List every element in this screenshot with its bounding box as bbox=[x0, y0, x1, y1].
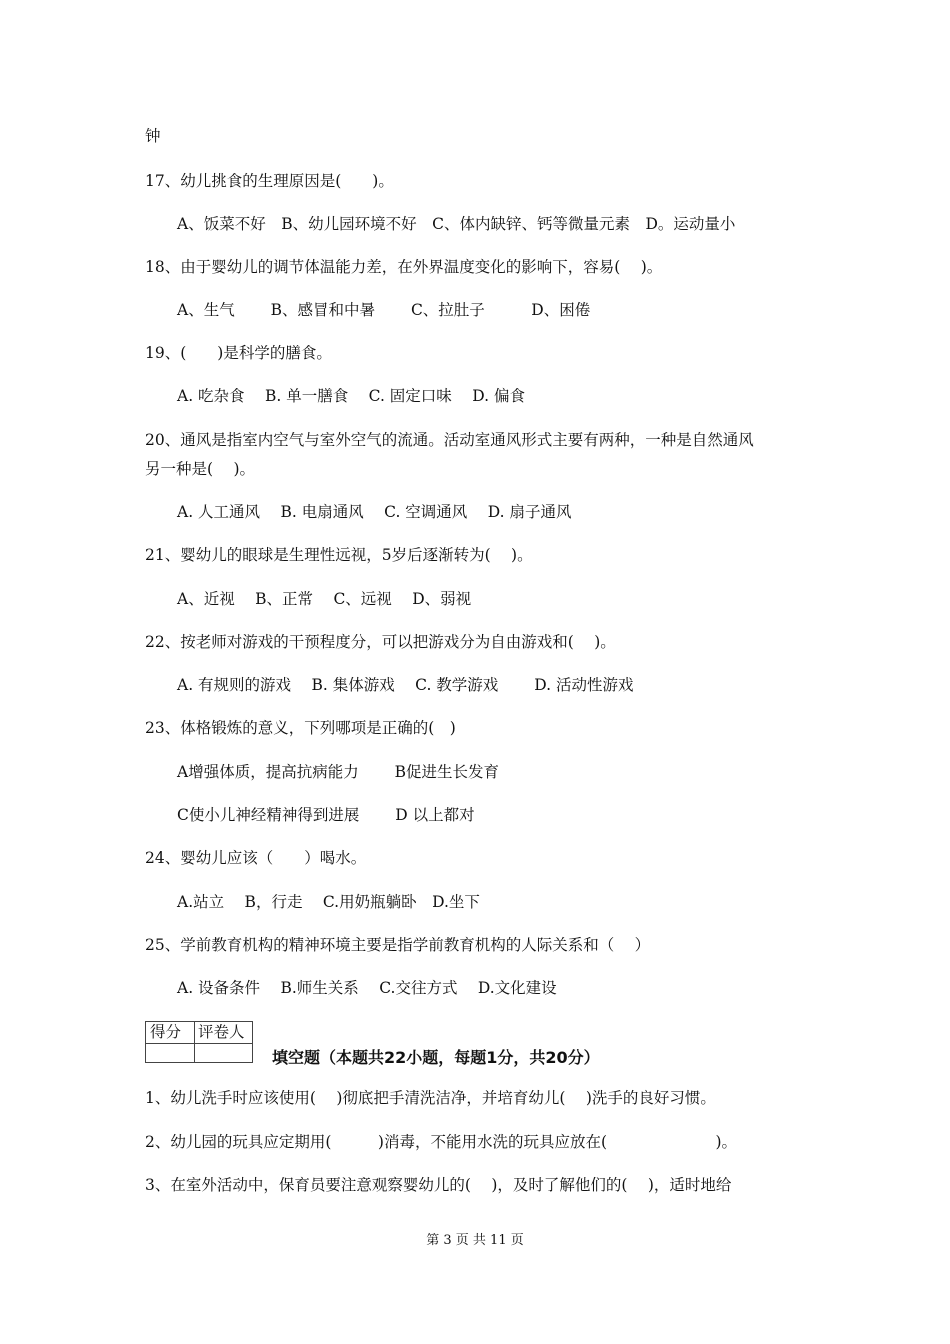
score-label: 得分 bbox=[150, 1023, 182, 1041]
continuation-text: 钟 bbox=[145, 127, 161, 145]
question-17-options: A、饭菜不好 B、幼儿园环境不好 C、体内缺锌、钙等微量元素 D。运动量小 bbox=[177, 215, 736, 233]
question-21-options: A、近视 B、正常 C、远视 D、弱视 bbox=[177, 590, 472, 608]
fill-question-2: 2、幼儿园的玩具应定期用( )消毒，不能用水洗的玩具应放在( )。 bbox=[145, 1133, 738, 1151]
reviewer-label: 评卷人 bbox=[198, 1023, 245, 1041]
question-17: 17、幼儿挑食的生理原因是( )。 bbox=[145, 172, 394, 190]
question-24-options: A.站立 B，行走 C.用奶瓶躺卧 D.坐下 bbox=[177, 893, 480, 911]
fill-question-1: 1、幼儿洗手时应该使用( )彻底把手清洗洁净，并培育幼儿( )洗手的良好习惯。 bbox=[145, 1089, 716, 1107]
question-25-options: A. 设备条件 B.师生关系 C.交往方式 D.文化建设 bbox=[177, 979, 557, 997]
question-20: 20、通风是指室内空气与室外空气的流通。活动室通风形式主要有两种，一种是自然通风 bbox=[145, 431, 754, 449]
question-18: 18、由于婴幼儿的调节体温能力差，在外界温度变化的影响下，容易( )。 bbox=[145, 258, 663, 276]
question-23: 23、体格锻炼的意义，下列哪项是正确的( ) bbox=[145, 719, 456, 737]
question-24: 24、婴幼儿应该（ ）喝水。 bbox=[145, 849, 367, 867]
question-19-options: A. 吃杂食 B. 单一膳食 C. 固定口味 D. 偏食 bbox=[177, 387, 525, 405]
question-23-options-2: C使小儿神经精神得到进展 D 以上都对 bbox=[177, 806, 475, 824]
question-23-options-1: A增强体质，提高抗病能力 B促进生长发育 bbox=[177, 763, 500, 781]
score-table bbox=[145, 1021, 253, 1063]
question-18-options: A、生气 B、感冒和中暑 C、拉肚子 D、困倦 bbox=[177, 301, 591, 319]
question-22-options: A. 有规则的游戏 B. 集体游戏 C. 教学游戏 D. 活动性游戏 bbox=[177, 676, 634, 694]
section-title: 填空题（本题共22小题，每题1分，共20分） bbox=[272, 1048, 600, 1067]
question-20-options: A. 人工通风 B. 电扇通风 C. 空调通风 D. 扇子通风 bbox=[177, 503, 572, 521]
question-21: 21、婴幼儿的眼球是生理性远视，5岁后逐渐转为( )。 bbox=[145, 546, 533, 564]
question-22: 22、按老师对游戏的干预程度分，可以把游戏分为自由游戏和( )。 bbox=[145, 633, 616, 651]
fill-question-3: 3、在室外活动中，保育员要注意观察婴幼儿的( )，及时了解他们的( )，适时地给 bbox=[145, 1176, 732, 1194]
page-footer: 第 3 页 共 11 页 bbox=[426, 1233, 524, 1248]
question-19: 19、( )是科学的膳食。 bbox=[145, 344, 332, 362]
question-25: 25、学前教育机构的精神环境主要是指学前教育机构的人际关系和（ ） bbox=[145, 936, 651, 954]
question-20-cont: 另一种是( )。 bbox=[145, 460, 256, 478]
